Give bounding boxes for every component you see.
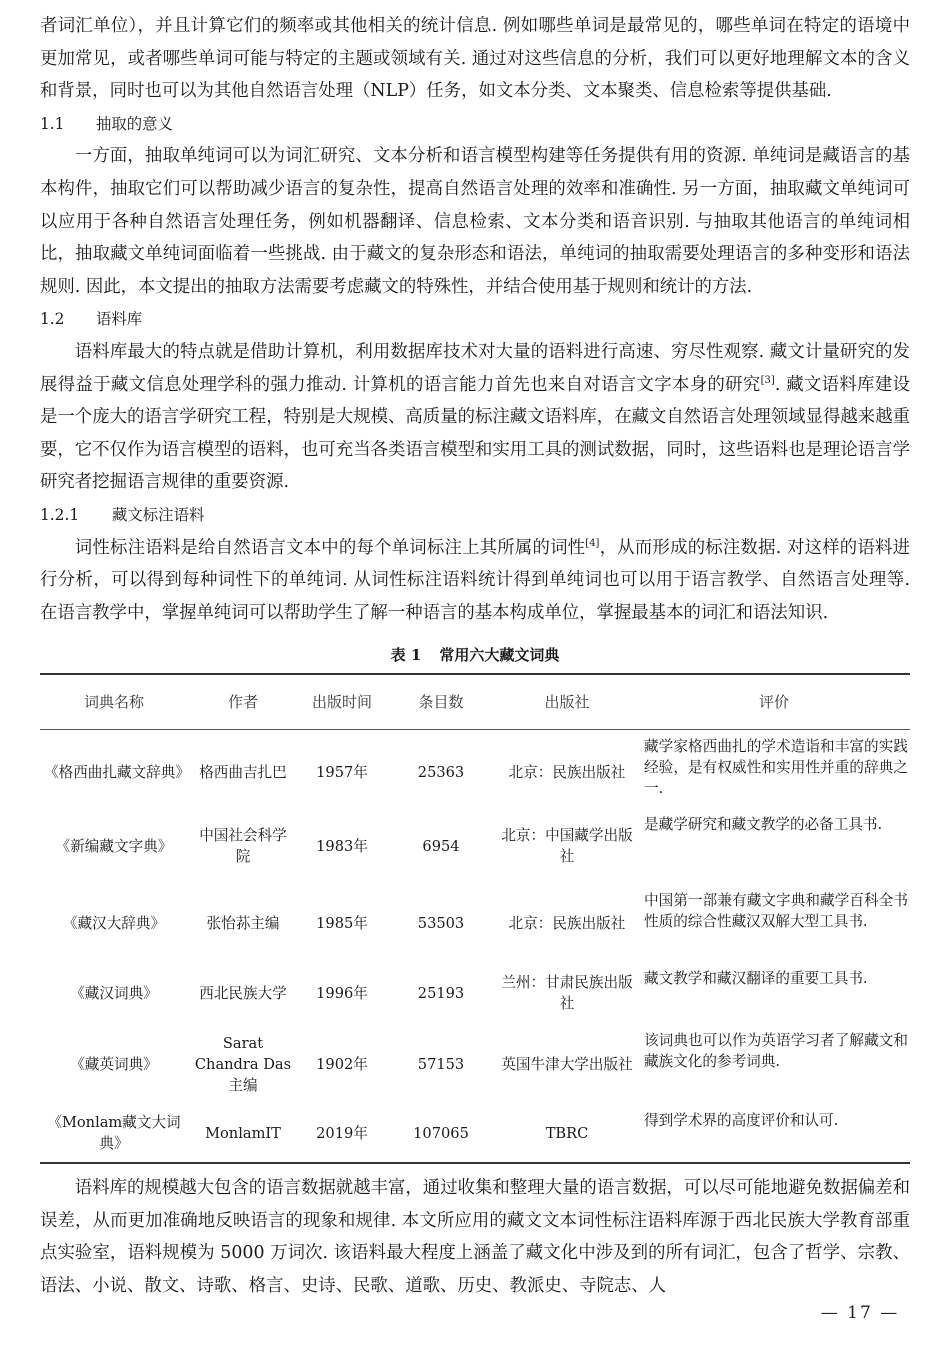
section-number: 1.2 bbox=[40, 310, 65, 329]
section-title: 语料库 bbox=[96, 310, 143, 329]
cell-year: 1902年 bbox=[316, 1055, 368, 1073]
column-header-name: 词典名称 bbox=[40, 674, 188, 730]
cell-name: 《新编藏文字典》 bbox=[55, 837, 173, 855]
table-row bbox=[40, 884, 910, 962]
dictionary-table bbox=[40, 673, 910, 1164]
paragraph-tagged-corpus bbox=[40, 532, 910, 630]
cell-name: 《藏汉词典》 bbox=[70, 984, 158, 1002]
cell-entries: 25363 bbox=[417, 763, 465, 781]
cell-author: 格西曲吉扎巴 bbox=[199, 763, 287, 781]
cell-year: 1957年 bbox=[316, 763, 368, 781]
paragraph-corpus-scale: 语料库的规模越大包含的语言数据就越丰富，通过收集和整理大量的语言数据，可以尽可能地避免数据偏差和误差，从而更加准确地反映语言的现象和规律. 本文所应用的藏文文本词性标注语料库源于西北民族大学教育部重点实验室，语料规模为 5000 万词次. 该语料最大程度上涵盖了藏文化中涉及到的所有词汇，包含了哲学、宗教、语法、小说、散文、诗歌、格言、史诗、民歌、道歌、历史、教派史、寺院志、人 bbox=[40, 1178, 910, 1297]
cell-author: 张怡荪主编 bbox=[206, 914, 280, 932]
table-label: 表 1 bbox=[390, 646, 422, 665]
cell-publisher: 兰州：甘肃民族出版社 bbox=[501, 974, 633, 1013]
column-header-entries: 条目数 bbox=[386, 674, 496, 730]
table-row bbox=[40, 808, 910, 884]
column-header-author: 作者 bbox=[188, 674, 298, 730]
table-row bbox=[40, 1104, 910, 1163]
paragraph-text: 语料库最大的特点就是借助计算机，利用数据库技术对大量的语料进行高速、穷尽性观察. 藏文计量研究的发展得益于藏文信息处理学科的强力推动. 计算机的语言能力首先也来自对语言文字本身的研究 bbox=[40, 341, 910, 395]
section-heading-1-2-1 bbox=[40, 499, 910, 532]
section-number: 1.1 bbox=[40, 114, 65, 133]
table-row bbox=[40, 962, 910, 1024]
citation-ref-3[interactable]: [3] bbox=[760, 374, 775, 386]
cell-entries: 57153 bbox=[417, 1055, 465, 1073]
paragraph-corpus bbox=[40, 336, 910, 499]
section-title: 藏文标注语料 bbox=[112, 505, 205, 524]
cell-evaluation: 中国第一部兼有藏文字典和藏学百科全书性质的综合性藏汉双解大型工具书. bbox=[644, 892, 908, 931]
cell-publisher: TBRC bbox=[545, 1124, 589, 1142]
cell-year: 1983年 bbox=[316, 837, 368, 855]
cell-author: 西北民族大学 bbox=[199, 984, 287, 1002]
cell-publisher: 北京：民族出版社 bbox=[508, 914, 626, 932]
table-header-row bbox=[40, 674, 910, 730]
cell-name: 《格西曲扎藏文辞典》 bbox=[44, 763, 190, 781]
cell-evaluation: 藏文教学和藏汉翻译的重要工具书. bbox=[644, 970, 868, 988]
cell-entries: 25193 bbox=[417, 984, 465, 1002]
section-title: 抽取的意义 bbox=[96, 114, 173, 133]
cell-evaluation: 藏学家格西曲扎的学术造诣和丰富的实践经验，是有权威性和实用性并重的辞典之一. bbox=[644, 738, 908, 798]
table-caption bbox=[40, 641, 910, 669]
paragraph-text: . 藏文语料库建设是一个庞大的语言学研究工程，特别是大规模、高质量的标注藏文语料库，在藏文自然语言处理领域显得越来越重要，它不仅作为语言模型的语料，也可充当各类语言模型和实用工具的测试数据，同时，这些语料也是理论语言学研究者挖掘语言规律的重要资源. bbox=[40, 374, 911, 493]
paragraph-text: ，从而形成的标注数据. 对这样的语料进行分析，可以得到每种词性下的单纯词. 从词性标注语料统计得到单纯词也可以用于语言教学、自然语言处理等. 在语言教学中，掌握单纯词可以帮助学生了解一种语言的基本构成单位，掌握最基本的词汇和语法知识. bbox=[40, 537, 910, 623]
cell-year: 1985年 bbox=[316, 914, 368, 932]
column-header-publisher: 出版社 bbox=[496, 674, 638, 730]
table-row bbox=[40, 730, 910, 809]
cell-year: 1996年 bbox=[316, 984, 368, 1002]
cell-name: 《藏英词典》 bbox=[70, 1055, 158, 1073]
cell-evaluation: 该词典也可以作为英语学习者了解藏文和藏族文化的参考词典. bbox=[644, 1032, 908, 1071]
cell-evaluation: 是藏学研究和藏文教学的必备工具书. bbox=[644, 816, 883, 834]
cell-year: 2019年 bbox=[316, 1124, 368, 1142]
page-body bbox=[40, 10, 910, 1303]
page-number: — 17 — bbox=[820, 1303, 900, 1323]
column-header-year: 出版时间 bbox=[298, 674, 386, 730]
cell-name: 《Monlam藏文大词典》 bbox=[47, 1114, 181, 1153]
cell-publisher: 北京：中国藏学出版社 bbox=[501, 827, 633, 866]
cell-publisher: 英国牛津大学出版社 bbox=[501, 1055, 633, 1073]
citation-ref-4[interactable]: [4] bbox=[585, 537, 600, 549]
table-title: 常用六大藏文词典 bbox=[439, 646, 560, 665]
cell-publisher: 北京：民族出版社 bbox=[508, 763, 626, 781]
cell-name: 《藏汉大辞典》 bbox=[62, 914, 166, 932]
cell-evaluation: 得到学术界的高度评价和认可. bbox=[644, 1112, 839, 1130]
cell-entries: 6954 bbox=[422, 837, 460, 855]
section-heading-1-1 bbox=[40, 108, 910, 141]
paragraph-intro-continued: 者词汇单位），并且计算它们的频率或其他相关的统计信息. 例如哪些单词是最常见的，哪些单词在特定的语境中更加常见，或者哪些单词可能与特定的主题或领域有关. 通过对这些信息的分析，我们可以更好地理解文本的含义和背景，同时也可以为其他自然语言处理（NLP）任务，如文本分类、文本聚类、信息检索等提供基础. bbox=[40, 16, 910, 102]
section-number: 1.2.1 bbox=[40, 505, 80, 524]
cell-entries: 53503 bbox=[417, 914, 465, 932]
cell-entries: 107065 bbox=[413, 1124, 469, 1142]
paragraph-extraction-meaning: 一方面，抽取单纯词可以为词汇研究、文本分析和语言模型构建等任务提供有用的资源. 单纯词是藏语言的基本构件，抽取它们可以帮助减少语言的复杂性，提高自然语言处理的效率和准确性. 另一方面，抽取藏文单纯词可以应用于各种自然语言处理任务，例如机器翻译、信息检索、文本分类和语音识别. 与抽取其他语言的单纯词相比，抽取藏文单纯词面临着一些挑战. 由于藏文的复杂形态和语法，单纯词的抽取需要处理语言的多种变形和语法规则. 因此，本文提出的抽取方法需要考虑藏文的特殊性，并结合使用基于规则和统计的方法. bbox=[40, 146, 910, 297]
column-header-evaluation: 评价 bbox=[638, 674, 910, 730]
cell-author: 中国社会科学院 bbox=[199, 827, 287, 866]
section-heading-1-2 bbox=[40, 303, 910, 336]
cell-author: Sarat Chandra Das 主编 bbox=[194, 1034, 292, 1094]
paragraph-text: 词性标注语料是给自然语言文本中的每个单词标注上其所属的词性 bbox=[74, 537, 586, 558]
table-row bbox=[40, 1024, 910, 1104]
cell-author: MonlamIT bbox=[205, 1124, 281, 1142]
